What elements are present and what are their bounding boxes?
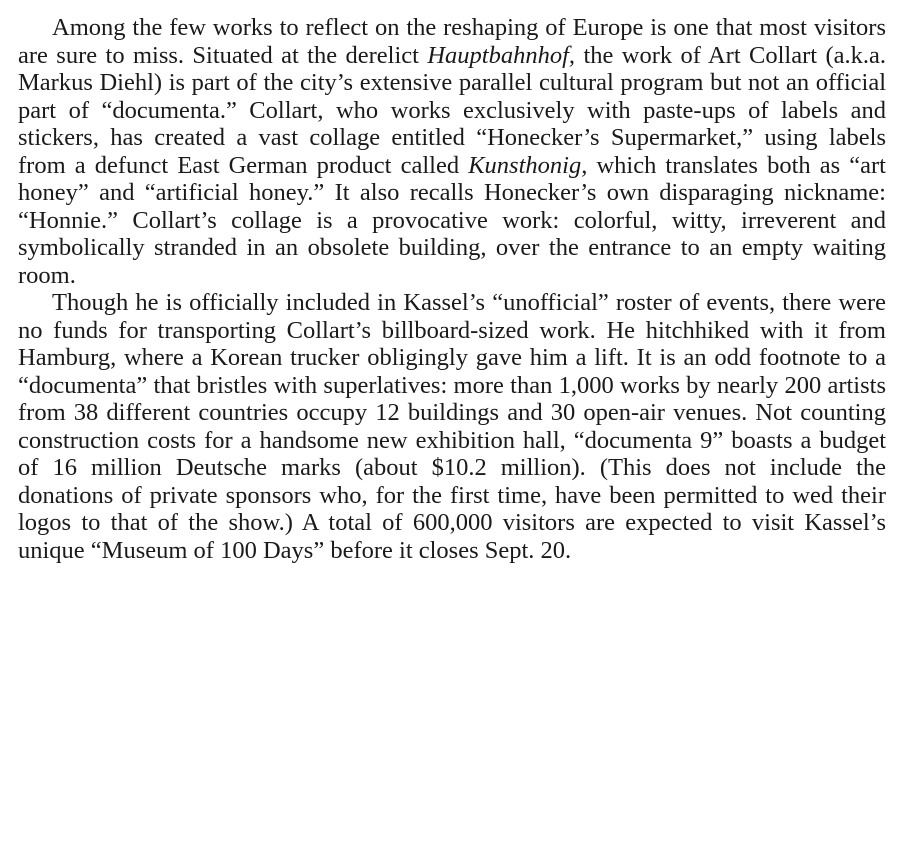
italic-term-hauptbahnhof: Hauptbahnhof, [427, 41, 576, 69]
paragraph-1 [18, 14, 886, 289]
text-run: which translates both as “art honey” and “artificial honey.” It also recalls Honecker’s own disparaging nickname: “Honnie.” Collart’s collage is a provocative work: colorful, witty, irreverent and symbolically stranded in an obsolete building, over the entrance to an empty waiting room. [18, 151, 886, 289]
paragraph-2 [18, 289, 886, 564]
text-run: Among the few works to reflect on the reshaping of Europe is one that most visitors are sure to miss. Situated at the derelict [18, 14, 886, 69]
italic-term-kunsthonig: Kunsthonig, [468, 151, 588, 179]
text-run: Though he is officially included in Kassel’s “unofficial” roster of events, there were no funds for transporting Collart’s billboard-sized work. He hitchhiked with it from Hamburg, where a Korean trucker obligingly gave him a lift. It is an odd footnote to a “documenta” that bristles with superlatives: more than 1,000 works by nearly 200 artists from 38 different countries occupy 12 buildings and 30 open-air venues. Not counting construction costs for a handsome new exhibition hall, “documenta 9” boasts a budget of 16 million Deutsche marks (about $10.2 million). (This does not include the donations of private sponsors who, for the first time, have been permitted to wed their logos to that of the show.) A total of 600,000 visitors are expected to visit Kassel’s unique “Museum of 100 Days” before it closes Sept. 20. [18, 289, 886, 564]
text-run: the work of Art Collart (a.k.a. Markus Diehl) is part of the city’s extensive parallel cultural program but not an official part of “documenta.” Collart, who works exclusively with paste-ups of labels and stickers, has created a vast collage entitled “Honecker’s Supermarket,” using labels from a defunct East German product called [18, 41, 886, 179]
article-body [18, 14, 886, 854]
